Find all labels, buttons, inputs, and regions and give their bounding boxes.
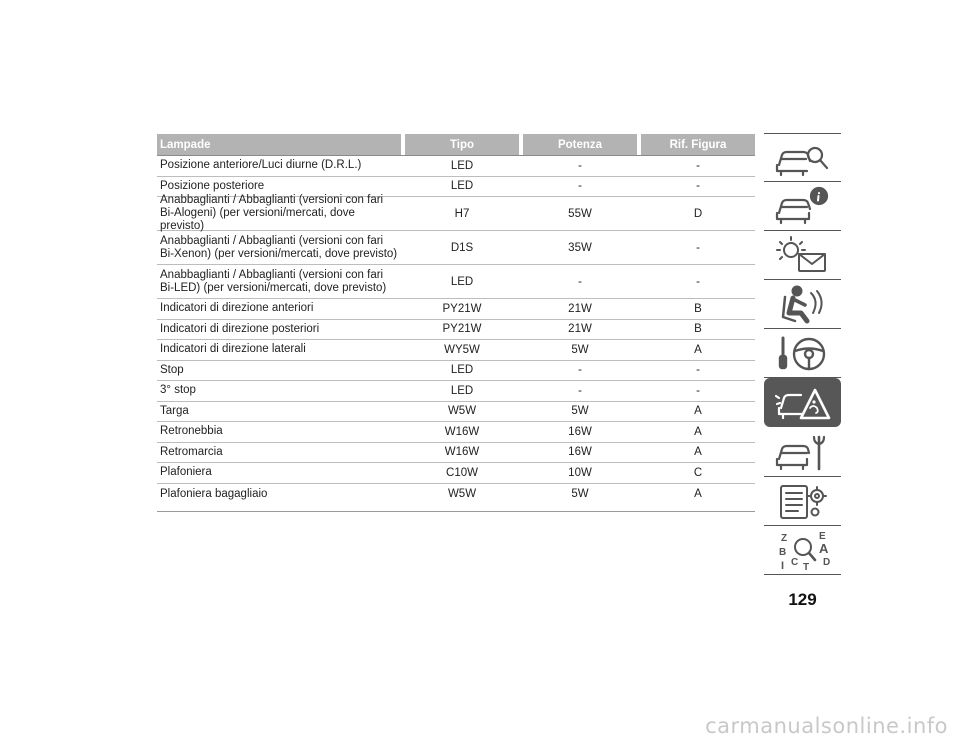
header-lampade: Lampade — [157, 134, 401, 155]
cell-lampada-line: Targa — [160, 404, 189, 417]
table-body — [157, 156, 755, 512]
cell-lampada — [157, 159, 401, 172]
cell-rif-figura: - — [696, 241, 700, 254]
cell-tipo: W5W — [447, 487, 477, 500]
cell-lampada — [157, 180, 401, 193]
cell-potenza: 5W — [571, 405, 589, 418]
cell-rif-figura: A — [694, 405, 702, 418]
cell-lampada — [157, 302, 401, 315]
cell-lampada — [157, 425, 401, 438]
cell-lampada-line: Indicatori di direzione posteriori — [160, 322, 320, 335]
svg-text:E: E — [818, 531, 826, 542]
cell-potenza: - — [578, 159, 582, 172]
table-row — [157, 361, 755, 382]
car-info-icon — [773, 185, 833, 227]
watermark[interactable]: carmanualsonline.info — [705, 714, 948, 738]
seat-airbag-icon — [773, 283, 833, 325]
cell-rif-figura: A — [694, 487, 702, 500]
header-tipo: Tipo — [405, 134, 519, 155]
cell-rif-figura: D — [693, 207, 703, 220]
cell-rif-figura: B — [694, 323, 702, 336]
header-potenza: Potenza — [523, 134, 637, 155]
svg-text:D: D — [822, 557, 830, 568]
tab-safety[interactable] — [764, 280, 841, 329]
cell-lampada-line: Plafoniera — [160, 466, 212, 479]
cell-potenza: - — [578, 180, 582, 193]
cell-tipo: W16W — [444, 446, 480, 459]
table-row — [157, 265, 755, 299]
cell-lampada — [157, 466, 401, 479]
table-row — [157, 299, 755, 320]
svg-text:C: C — [790, 557, 798, 568]
cell-lampada — [157, 269, 401, 295]
table-row — [157, 381, 755, 402]
cell-lampada-line: Bi-LED) (per versioni/mercati, dove previsto) — [160, 281, 387, 294]
tab-dashboard-info[interactable] — [764, 182, 841, 231]
svg-text:I: I — [780, 560, 784, 571]
cell-lampada-line: 3° stop — [160, 384, 196, 397]
cell-lampada — [157, 343, 401, 356]
steering-wheel-icon — [773, 332, 833, 374]
cell-tipo: LED — [450, 364, 474, 377]
cell-lampada-line: Retronebbia — [160, 425, 223, 438]
tab-emergency[interactable] — [764, 378, 841, 427]
cell-rif-figura: - — [696, 384, 700, 397]
cell-tipo: W5W — [447, 405, 477, 418]
cell-potenza: 55W — [568, 207, 592, 220]
table-row — [157, 463, 755, 484]
cell-lampada-line: Anabbaglianti / Abbaglianti (versioni con fari — [160, 194, 384, 206]
cell-tipo: H7 — [454, 207, 470, 220]
cell-lampada — [157, 194, 401, 233]
table-header — [157, 134, 755, 156]
table-row — [157, 340, 755, 361]
cell-tipo: LED — [450, 384, 474, 397]
table-row — [157, 402, 755, 423]
cell-tipo: WY5W — [444, 343, 480, 356]
cell-rif-figura: C — [693, 466, 703, 479]
cell-rif-figura: A — [694, 343, 702, 356]
tab-knowing-car[interactable] — [764, 133, 841, 182]
cell-rif-figura: A — [694, 425, 702, 438]
cell-rif-figura: - — [696, 180, 700, 193]
tab-technical-specs[interactable] — [764, 477, 841, 526]
table-row — [157, 320, 755, 341]
tab-index[interactable] — [764, 526, 841, 575]
table-row — [157, 156, 755, 177]
cell-potenza: 5W — [571, 343, 589, 356]
car-emergency-warning-icon — [773, 382, 833, 424]
tab-warning-lights[interactable] — [764, 231, 841, 280]
table-row — [157, 231, 755, 265]
cell-potenza: - — [578, 275, 582, 288]
svg-text:Z: Z — [780, 533, 787, 544]
table-row — [157, 484, 755, 512]
cell-lampada-line: Anabbaglianti / Abbaglianti (versioni con fari — [160, 234, 384, 247]
cell-potenza: 16W — [568, 425, 592, 438]
cell-lampada-line: Bi-Alogeni) (per versioni/mercati, dove previsto) — [160, 207, 355, 232]
warning-lights-message-icon — [773, 234, 833, 276]
cell-rif-figura: A — [694, 446, 702, 459]
specs-list-gear-icon — [773, 480, 833, 522]
chapter-sidebar — [764, 133, 841, 575]
table-row — [157, 194, 755, 232]
cell-lampada-line: Anabbaglianti / Abbaglianti (versioni con fari — [160, 268, 384, 281]
tab-starting-driving[interactable] — [764, 329, 841, 378]
cell-tipo: C10W — [446, 466, 478, 479]
table-row — [157, 422, 755, 443]
cell-rif-figura: - — [696, 159, 700, 172]
cell-rif-figura: - — [696, 364, 700, 377]
tab-maintenance[interactable] — [764, 428, 841, 477]
cell-tipo: D1S — [450, 241, 474, 254]
header-rif-figura: Rif. Figura — [641, 134, 755, 155]
cell-lampada — [157, 235, 401, 261]
cell-tipo: LED — [450, 159, 474, 172]
car-wrench-icon — [773, 431, 833, 473]
cell-lampada-line: Posizione posteriore — [160, 179, 265, 192]
cell-tipo: PY21W — [442, 323, 482, 336]
cell-lampada-line: Retromarcia — [160, 445, 223, 458]
svg-text:T: T — [802, 562, 809, 571]
cell-lampada — [157, 323, 401, 336]
svg-text:A: A — [818, 541, 828, 556]
cell-potenza: 16W — [568, 446, 592, 459]
cell-lampada-line: Plafoniera bagagliaio — [160, 487, 268, 500]
cell-potenza: 5W — [571, 487, 589, 500]
index-alphabet-icon — [773, 529, 833, 571]
cell-lampada — [157, 405, 401, 418]
page-number: 129 — [788, 590, 817, 609]
cell-lampada-line: Bi-Xenon) (per versioni/mercati, dove previsto) — [160, 247, 398, 260]
table-row — [157, 443, 755, 464]
bulb-table — [157, 134, 755, 512]
cell-lampada-line: Stop — [160, 363, 184, 376]
cell-potenza: 10W — [568, 466, 592, 479]
cell-tipo: LED — [450, 180, 474, 193]
cell-rif-figura: - — [696, 275, 700, 288]
svg-text:B: B — [778, 547, 786, 558]
cell-lampada — [157, 364, 401, 377]
cell-potenza: - — [578, 364, 582, 377]
cell-potenza: - — [578, 384, 582, 397]
car-search-icon — [773, 137, 833, 179]
cell-lampada-line: Indicatori di direzione anteriori — [160, 302, 314, 315]
cell-potenza: 21W — [568, 323, 592, 336]
cell-tipo: W16W — [444, 425, 480, 438]
cell-lampada — [157, 384, 401, 397]
cell-lampada-line: Posizione anteriore/Luci diurne (D.R.L.) — [160, 159, 362, 172]
cell-lampada-line: Indicatori di direzione laterali — [160, 343, 306, 356]
cell-potenza: 35W — [568, 241, 592, 254]
cell-potenza: 21W — [568, 302, 592, 315]
cell-tipo: LED — [450, 275, 474, 288]
cell-tipo: PY21W — [442, 302, 482, 315]
cell-lampada — [157, 488, 401, 501]
cell-lampada — [157, 446, 401, 459]
cell-rif-figura: B — [694, 302, 702, 315]
